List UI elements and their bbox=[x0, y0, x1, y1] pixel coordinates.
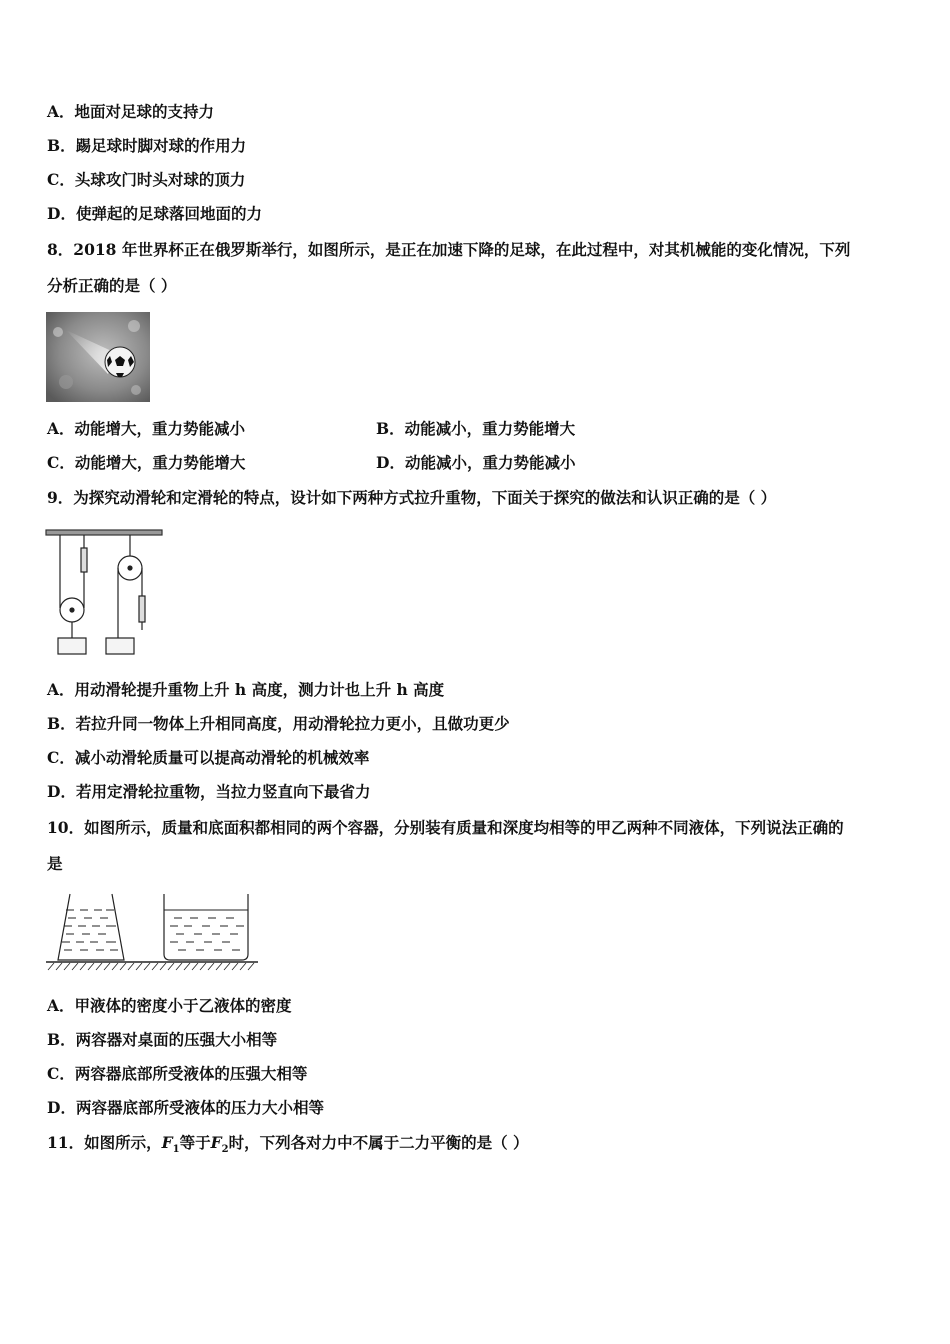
q8-option-a: A．动能增大，重力势能减小 bbox=[47, 419, 246, 438]
q10-option-c: C．两容器底部所受液体的压强大相等 bbox=[47, 1064, 308, 1083]
q8-stem-line1: 8．2018 年世界杯正在俄罗斯举行，如图所示，是正在加速下降的足球，在此过程中，对其机械能的变化情况，下列 bbox=[47, 240, 851, 259]
q9-option-b: B．若拉升同一物体上升相同高度，用动滑轮拉力更小，且做功更少 bbox=[47, 714, 510, 733]
q11-f2-sub: 2 bbox=[221, 1144, 229, 1156]
containers-diagram bbox=[44, 890, 260, 972]
q8-option-c: C．动能增大，重力势能增大 bbox=[47, 453, 246, 472]
q11-f1-sub: 1 bbox=[172, 1144, 180, 1156]
q9-stem: 9．为探究动滑轮和定滑轮的特点，设计如下两种方式拉升重物，下面关于探究的做法和认识正确的是（ ） bbox=[47, 488, 777, 507]
q11-prefix: 11．如图所示， bbox=[47, 1133, 162, 1152]
q7-option-b: B．踢足球时脚对球的作用力 bbox=[47, 136, 247, 155]
q10-option-b: B．两容器对桌面的压强大小相等 bbox=[47, 1030, 278, 1049]
q11-middle: 等于 bbox=[179, 1133, 211, 1152]
falling-football-image bbox=[46, 312, 150, 402]
q9-option-d: D．若用定滑轮拉重物，当拉力竖直向下最省力 bbox=[47, 782, 371, 801]
q11-stem bbox=[47, 1133, 528, 1160]
q11-suffix: 时，下列各对力中不属于二力平衡的是（ ） bbox=[228, 1133, 529, 1152]
q10-stem-line2: 是 bbox=[47, 854, 63, 873]
q7-option-a: A．地面对足球的支持力 bbox=[47, 102, 215, 121]
q11-f1: F bbox=[161, 1133, 173, 1152]
q8-option-b: B．动能减小，重力势能增大 bbox=[376, 419, 576, 438]
q8-stem-line2: 分析正确的是（ ） bbox=[47, 276, 177, 295]
q8-option-d: D．动能减小，重力势能减小 bbox=[376, 453, 576, 472]
q7-option-c: C．头球攻门时头对球的顶力 bbox=[47, 170, 246, 189]
q9-option-a: A．用动滑轮提升重物上升 h 高度，测力计也上升 h 高度 bbox=[47, 680, 445, 699]
q11-f2: F bbox=[210, 1133, 222, 1152]
q10-option-a: A．甲液体的密度小于乙液体的密度 bbox=[47, 996, 292, 1015]
q9-option-c: C．减小动滑轮质量可以提高动滑轮的机械效率 bbox=[47, 748, 370, 767]
pulley-diagram bbox=[44, 528, 166, 660]
q10-stem-line1: 10．如图所示，质量和底面积都相同的两个容器，分别装有质量和深度均相等的甲乙两种不同液体，下列说法正确的 bbox=[47, 818, 844, 837]
q10-option-d: D．两容器底部所受液体的压力大小相等 bbox=[47, 1098, 324, 1117]
q7-option-d: D．使弹起的足球落回地面的力 bbox=[47, 204, 262, 223]
